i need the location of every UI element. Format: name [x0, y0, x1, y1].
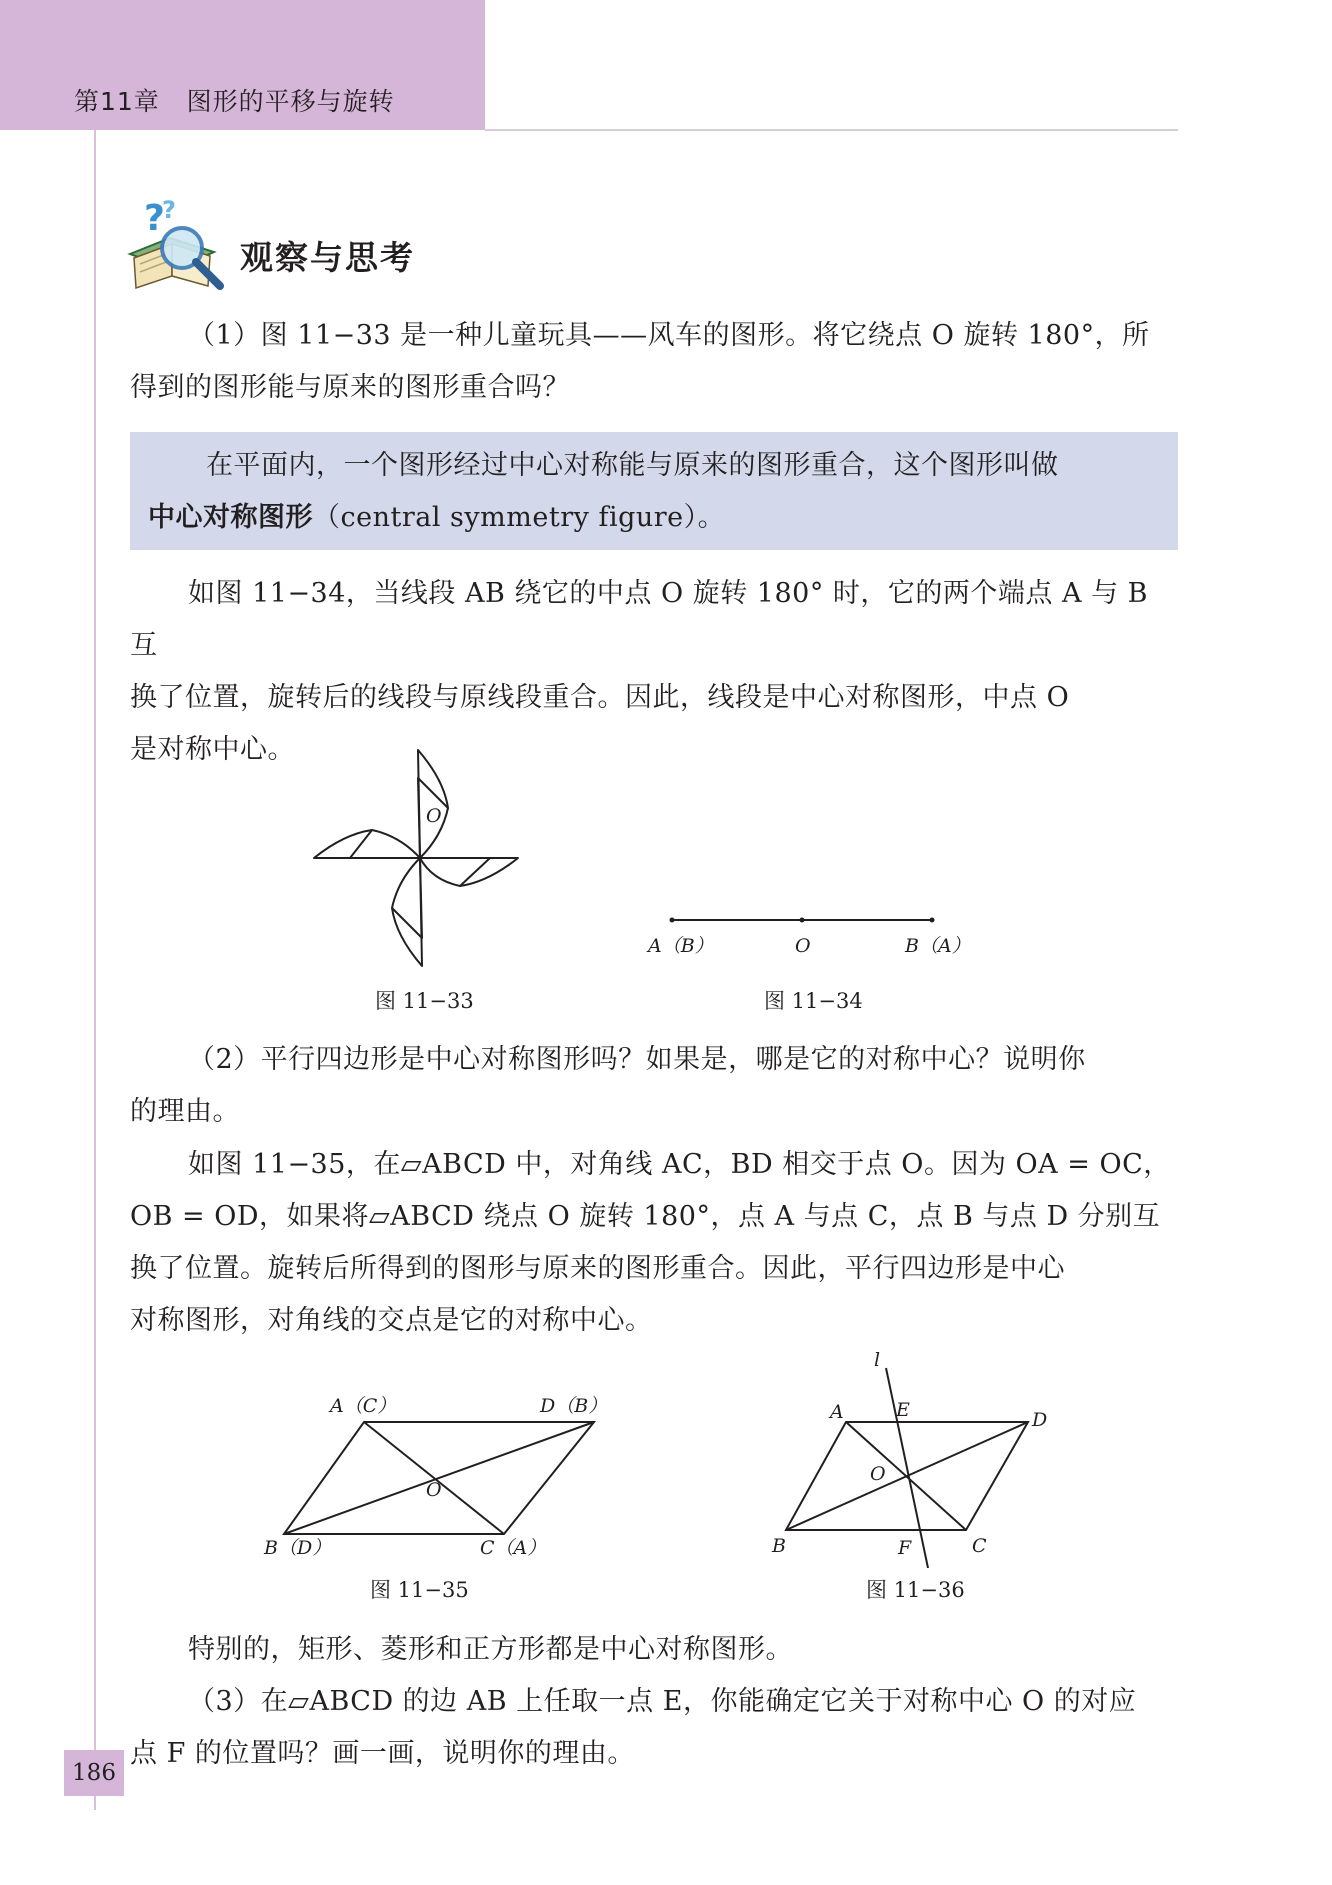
question-1 [130, 310, 1178, 414]
question-3-line-1: （3）在▱ABCD 的边 AB 上任取一点 E，你能确定它关于对称中心 O 的对应 [188, 1686, 1137, 1717]
paragraph-special-cases-line-1: 特别的，矩形、菱形和正方形都是中心对称图形。 [188, 1634, 793, 1665]
paragraph-parallelogram-line-3: 换了位置。旋转后所得到的图形与原来的图形重合。因此，平行四边形是中心 [130, 1253, 1065, 1284]
fig33-label-o: O [426, 805, 442, 827]
fig36-label-l: l [874, 1349, 881, 1371]
svg-text:?: ? [162, 196, 176, 224]
figure-11-35 [258, 1392, 618, 1562]
fig36-label-b: B [772, 1535, 786, 1557]
fig36-label-f: F [898, 1537, 912, 1559]
paragraph-parallelogram-line-1: 如图 11−35，在▱ABCD 中，对角线 AC，BD 相交于点 O。因为 OA = OC， [188, 1149, 1171, 1180]
book-magnifier-question-icon [122, 196, 230, 296]
chapter-number: 第11章 [74, 87, 160, 116]
paragraph-parallelogram [130, 1139, 1178, 1347]
figure-11-34-caption: 图 11−34 [764, 989, 863, 1013]
paragraph-special-cases [130, 1624, 1178, 1676]
fig35-label-tl: A（C） [330, 1395, 397, 1417]
paragraph-parallelogram-line-2: OB = OD，如果将▱ABCD 绕点 O 旋转 180°，点 A 与点 C，点 B 与点 D 分别互 [130, 1201, 1161, 1232]
definition-text [148, 440, 1160, 544]
definition-term: 中心对称图形 [148, 502, 313, 533]
paragraph-segment-line-3: 是对称中心。 [130, 734, 295, 765]
question-3-line-2: 点 F 的位置吗？画一画，说明你的理由。 [130, 1738, 635, 1769]
fig35-label-bl: B（D） [264, 1537, 332, 1559]
figure-11-33-caption: 图 11−33 [375, 989, 474, 1013]
figure-11-35-caption: 图 11−35 [370, 1578, 469, 1602]
paragraph-segment-line-1: 如图 11−34，当线段 AB 绕它的中点 O 旋转 180° 时，它的两个端点 A 与 B 互 [130, 578, 1149, 661]
figure-11-36 [760, 1346, 1060, 1568]
question-2-line-1: （2）平行四边形是中心对称图形吗？如果是，哪是它的对称中心？说明你 [188, 1044, 1086, 1075]
chapter-header [74, 82, 395, 118]
page-number: 186 [64, 1750, 124, 1796]
fig34-label-left: A（B） [648, 935, 714, 957]
definition-line-1: 在平面内，一个图形经过中心对称能与原来的图形重合，这个图形叫做 [206, 450, 1059, 481]
definition-english: （central symmetry figure）。 [313, 502, 726, 533]
figure-11-33 [310, 748, 530, 970]
definition-box [130, 432, 1178, 550]
figure-11-36-caption: 图 11−36 [866, 1578, 965, 1602]
fig36-label-c: C [972, 1535, 987, 1557]
question-2-line-2: 的理由。 [130, 1096, 240, 1127]
fig35-label-tr: D（B） [540, 1395, 608, 1417]
fig36-label-a: A [830, 1401, 844, 1423]
fig36-label-e: E [896, 1399, 910, 1421]
fig35-label-br: C（A） [480, 1537, 547, 1559]
margin-line [94, 130, 96, 1810]
fig34-label-mid: O [795, 935, 811, 957]
paragraph-segment [130, 568, 1178, 776]
fig36-label-d: D [1032, 1409, 1048, 1431]
question-1-line-1: （1）图 11−33 是一种儿童玩具——风车的图形。将它绕点 O 旋转 180°，所 [188, 320, 1150, 351]
fig34-label-right: B（A） [905, 935, 971, 957]
svg-text:?: ? [144, 198, 165, 239]
section-title: 观察与思考 [240, 238, 415, 277]
figure-11-34 [640, 908, 980, 958]
fig36-label-o: O [870, 1463, 886, 1485]
question-1-line-2: 得到的图形能与原来的图形重合吗？ [130, 372, 570, 403]
paragraph-parallelogram-line-4: 对称图形，对角线的交点是它的对称中心。 [130, 1305, 653, 1336]
paragraph-segment-line-2: 换了位置，旋转后的线段与原线段重合。因此，线段是中心对称图形，中点 O [130, 682, 1070, 713]
question-3 [130, 1676, 1178, 1780]
question-2 [130, 1034, 1178, 1138]
fig35-label-o: O [426, 1479, 442, 1501]
chapter-title: 图形的平移与旋转 [186, 87, 395, 116]
header-rule [485, 129, 1178, 131]
